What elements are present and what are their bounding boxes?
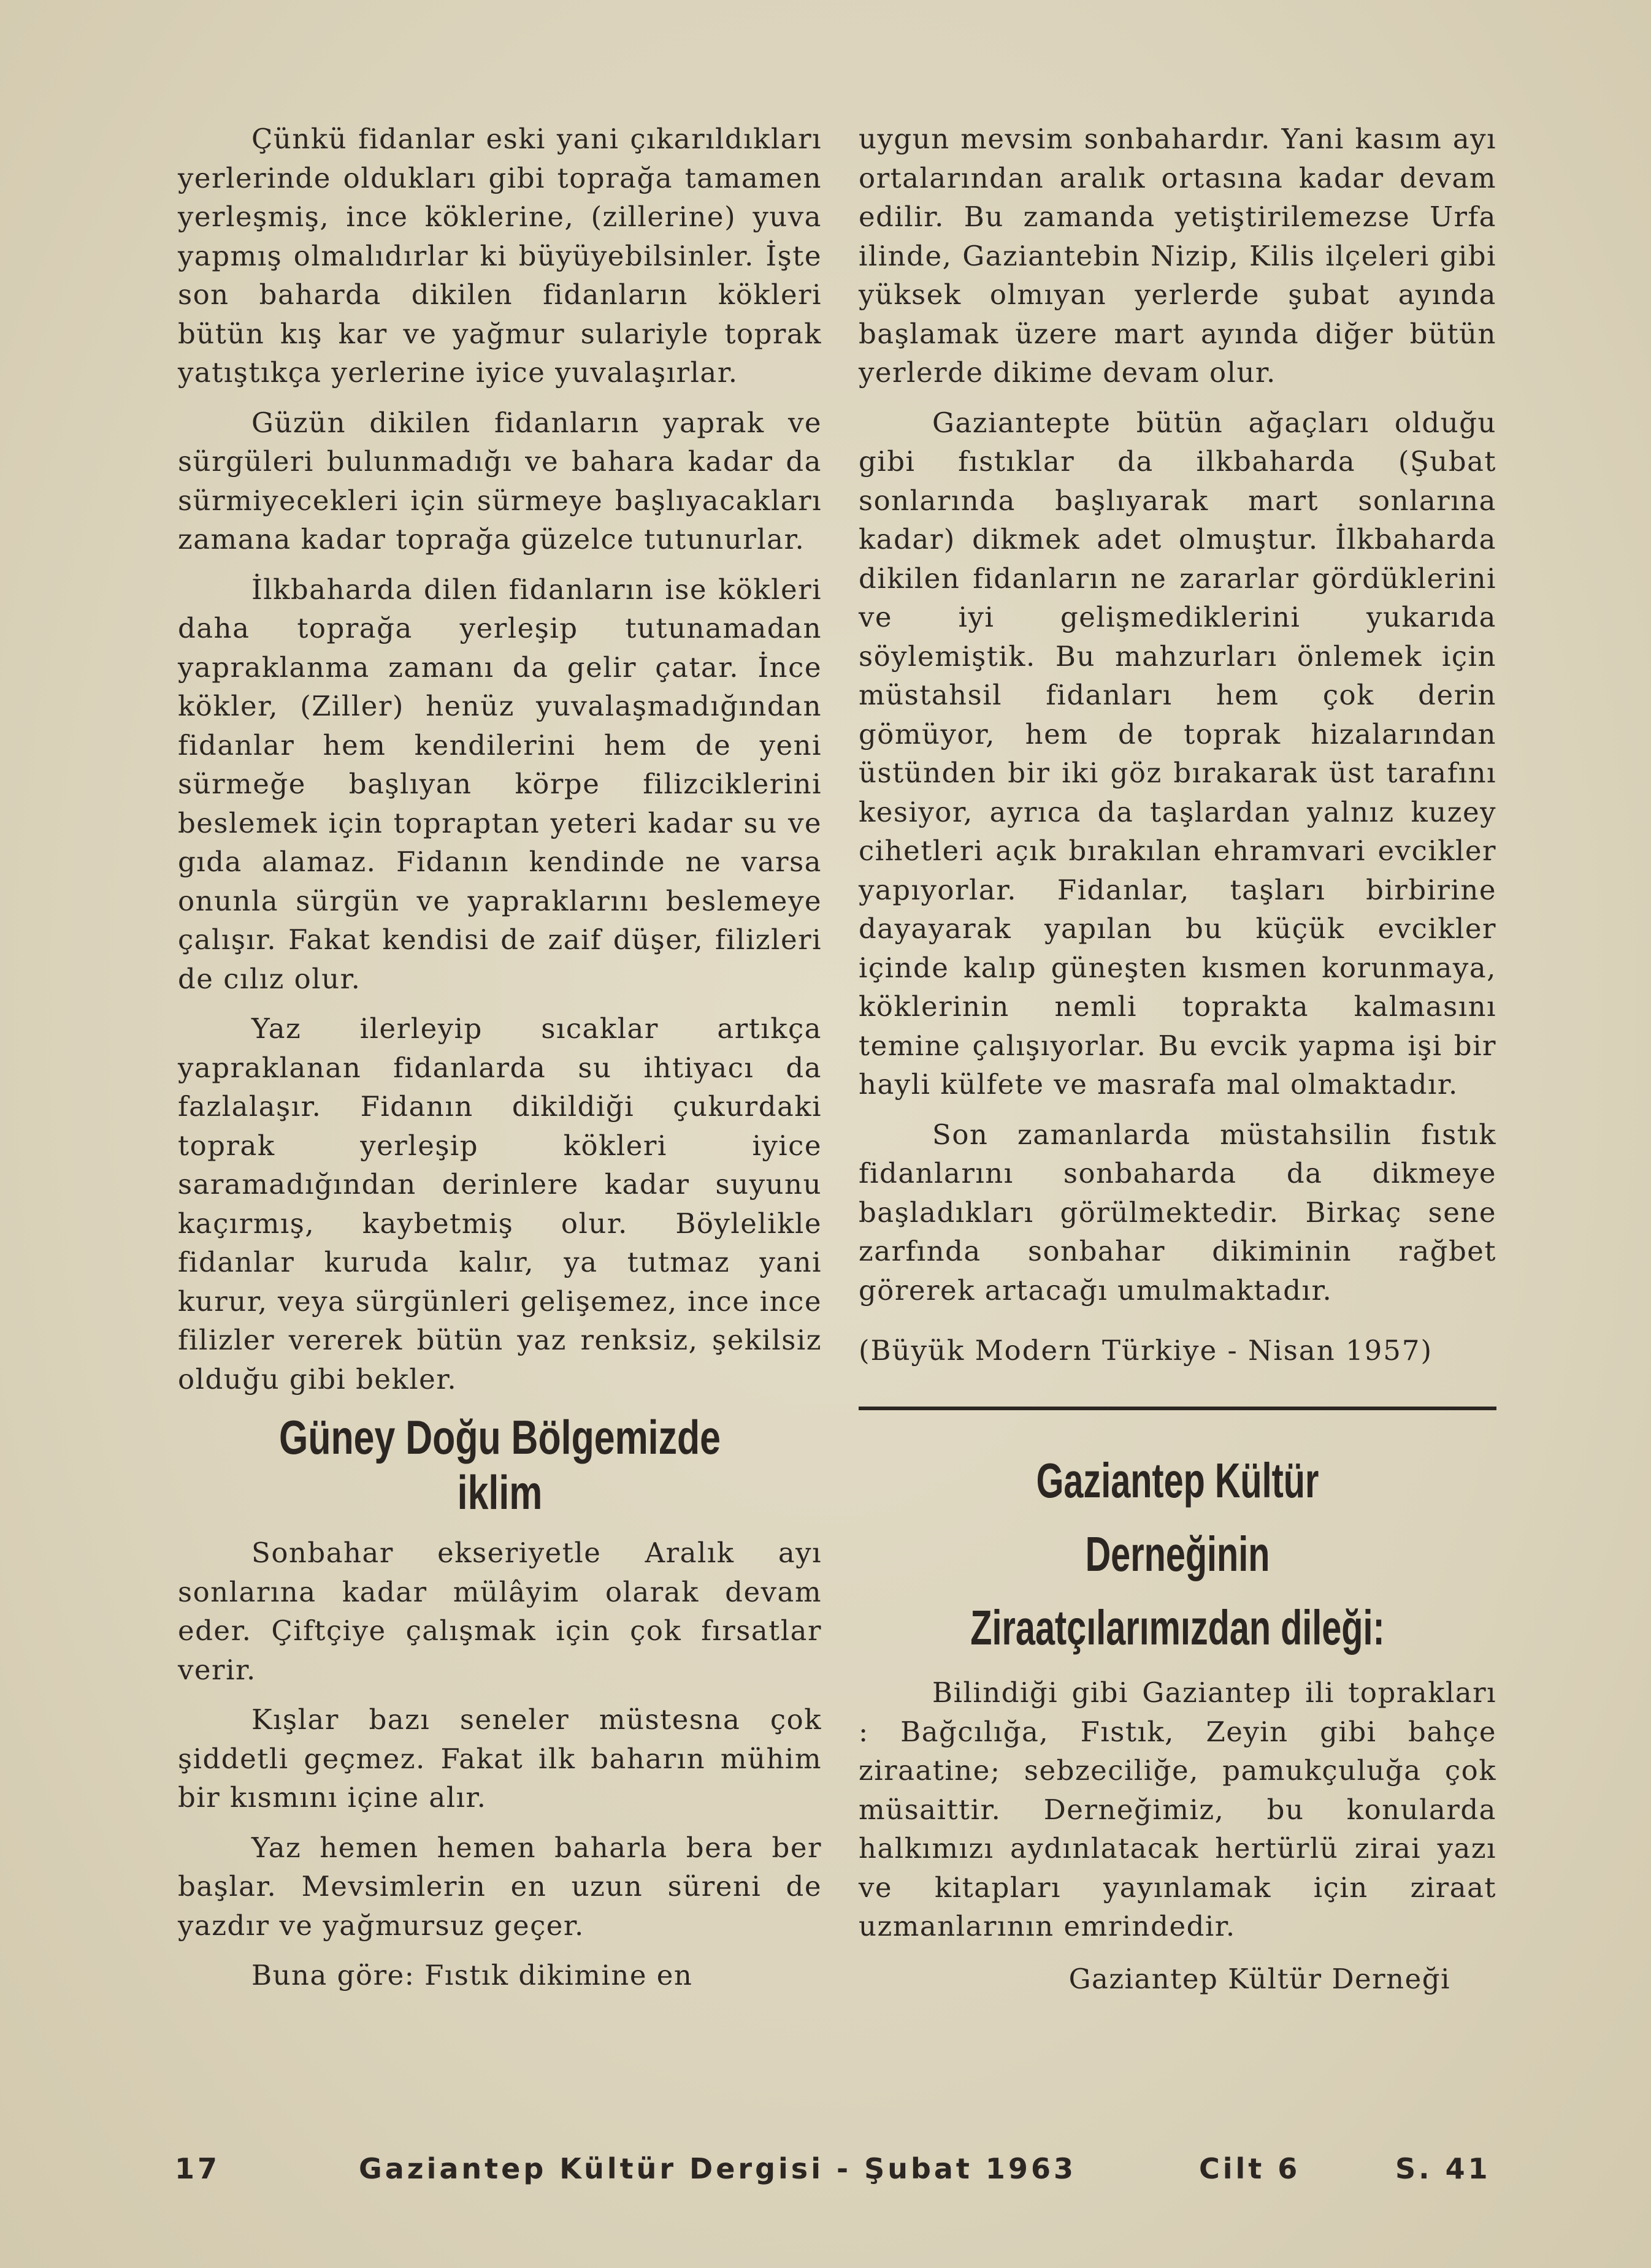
box-title-line-1: Gaziantep Kültür Derneğinin [1036,1453,1319,1581]
article-paragraph: uygun mevsim sonbahardır. Yani kasım ayı ortalarından aralık ortasına kadar devam edilir. Bu zamanda yetiştirilemezse Urfa ilinde, Gaziantebin Nizip, Kilis ilçeleri gibi yüksek olmıyan yerlerde şubat ayında başlamak üzere mart ayında diğer bütün yerlerde dikime devam olur. [859,123,1496,389]
page-footer [175,2152,1500,2195]
page-number: 17 [175,2152,221,2185]
box-paragraph: Bilindiği gibi Gaziantep ili toprakları : Bağcılığa, Fıstık, Zeyin gibi bahçe ziraatine; sebzeciliğe, pamukçuluğa çok müsaittir. Derneğimiz, bu konularda halkımızı aydınlatacak hertürlü zirai yazı ve kitapları yayınlamak için ziraat uzmanlarının emrindedir. [859,1676,1496,1942]
horizontal-divider [859,1407,1496,1410]
right-column [859,120,1496,1998]
left-column [178,120,822,2006]
source-citation: (Büyük Modern Türkiye - Nisan 1957) [859,1334,1433,1367]
article-paragraph: Çünkü fidanlar eski yani çıkarıldıkları yerlerinde oldukları gibi toprağa tamamen yerleşmiş, ince köklerine, (zillerine) yuva yapmış olmalıdırlar ki büyüyebilsinler. İşte son baharda dikilen fidanların kökleri bütün kış kar ve yağmur sulariyle toprak yatıştıkça yerlerine iyice yuvalaşırlar. [178,123,822,389]
section-paragraph: Buna göre: Fıstık dikimine en [251,1959,693,1991]
article-paragraph: Son zamanlarda müstahsilin fıstık fidanlarını sonbaharda da dikmeye başladıkları görülmektedir. Birkaç sene zarfında sonbahar dikiminin rağbet görerek artacağı umulmaktadır. [859,1118,1496,1307]
article-paragraph: Gaziantepte bütün ağaçları olduğu gibi fıstıklar da ilkbaharda (Şubat sonlarında başlıyarak mart sonlarına kadar) dikmek adet olmuştur. İlkbaharda dikilen fidanların ne zararlar gördüklerini ve iyi gelişmediklerini yukarıda söylemiştik. Bu mahzurları önlemek için müstahsil fidanları hem çok derin gömüyor, hem de toprak hizalarından üstünden bir iki göz bırakarak üst tarafını kesiyor, ayrıca da taşlardan yalnız kuzey cihetleri açık bırakılan ehramvari evcikler yapıyorlar. Fidanlar, taşları birbirine dayayarak yapılan bu küçük evcikler içinde kalıp güneşten kısmen korunmaya, köklerinin nemli toprakta kalmasını temine çalışıyorlar. Bu evcik yapma işi bir hayli külfete ve masrafa mal olmaktadır. [859,406,1496,1101]
section-paragraph: Yaz hemen hemen baharla bera ber başlar. Mevsimlerin en uzun süreni de yazdır ve yağmursuz geçer. [178,1831,822,1942]
issue-label: S. 41 [1395,2152,1491,2185]
section-paragraph: Kışlar bazı seneler müstesna çok şiddetli geçmez. Fakat ilk baharın mühim bir kısmını içine alır. [178,1703,822,1814]
article-paragraph: Yaz ilerleyip sıcaklar artıkça yapraklanan fidanlarda su ihtiyacı da fazlalaşır. Fidanın dikildiği çukurdaki toprak yerleşip kökleri iyice saramadığından derinlere kadar suyunu kaçırmış, kaybetmiş olur. Böylelikle fidanlar kuruda kalır, ya tutmaz yani kurur, veya sürgünleri gelişemez, ince ince filizler vererek bütün yaz renksiz, şekilsiz olduğu gibi bekler. [178,1012,822,1396]
article-paragraph: Güzün dikilen fidanların yaprak ve sürgüleri bulunmadığı ve bahara kadar da sürmiyecekleri için sürmeye başlıyacakları zamana kadar toprağa güzelce tutunurlar. [178,406,822,556]
article-paragraph: İlkbaharda dilen fidanların ise kökleri daha toprağa yerleşip tutunamadan yapraklanma zamanı da gelir çatar. İnce kökler, (Ziller) henüz yuvalaşmadığından fidanlar hem kendilerini hem de yeni sürmeğe başlıyan körpe filizciklerini beslemek için topraptan yeteri kadar su ve gıda alamaz. Fidanın kendinde ne varsa onunla sürgün ve yapraklarını beslemeye çalışır. Fakat kendisi de zaif düşer, filizleri de cılız olur. [178,573,822,995]
box-title-line-2: Ziraatçılarımızdan dileği: [970,1600,1385,1655]
section-paragraph: Sonbahar ekseriyetle Aralık ayı sonlarına kadar mülâyim olarak devam eder. Çiftçiye çalışmak için çok fırsatlar verir. [178,1537,822,1686]
signature: Gaziantep Kültür Derneği [1068,1962,1450,1995]
journal-name: Gaziantep Kültür Dergisi - Şubat 1963 [359,2152,1076,2185]
volume-label: Cilt 6 [1199,2152,1301,2185]
section-heading: Güney Doğu Bölgemizde iklim [279,1410,721,1519]
